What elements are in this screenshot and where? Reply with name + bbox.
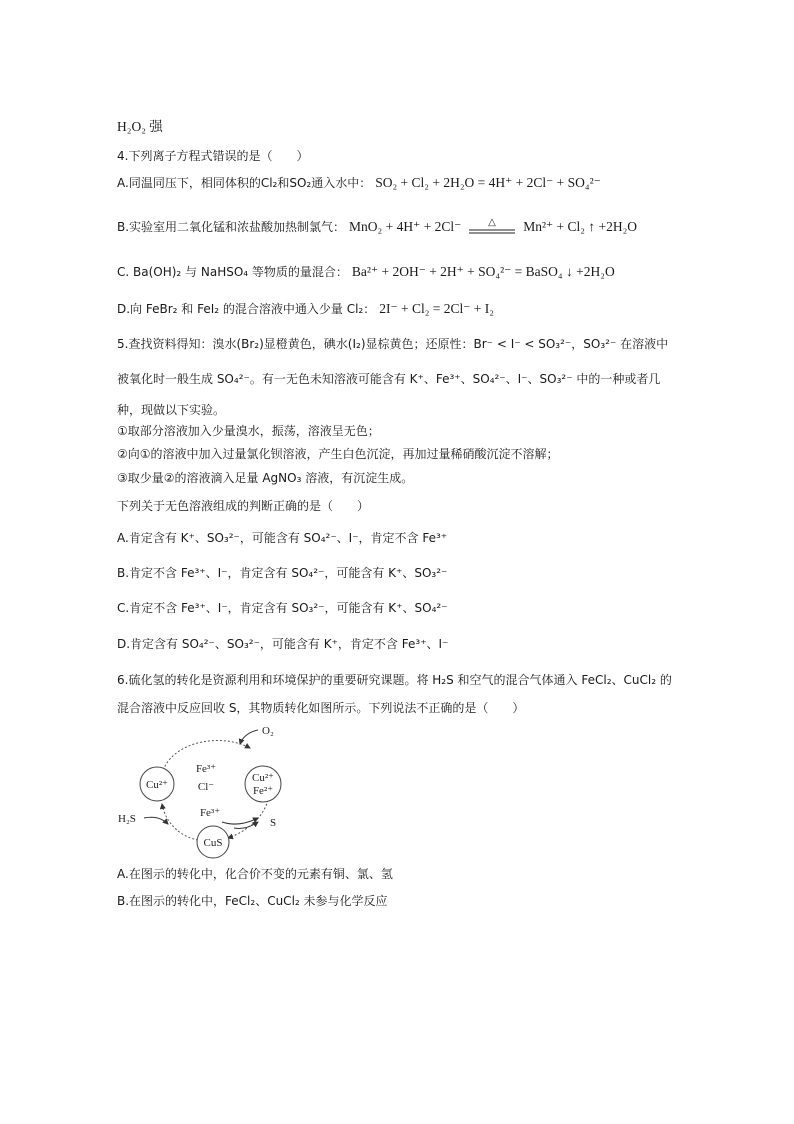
o2-label: O₂ — [262, 725, 274, 737]
fe3-center-label: Fe³⁺ — [195, 763, 217, 775]
q4-option-b — [117, 216, 638, 235]
q4-b-text: B.实验室用二氧化锰和浓盐酸加热制氯气： — [117, 220, 346, 234]
cu2-right-label: Cu²⁺ — [252, 772, 274, 784]
q4-b-equation-left: MnO₂ + 4H⁺ + 2Cl⁻ — [349, 219, 462, 234]
q4-c-text: C. Ba(OH)₂ 与 NaHSO₄ 等物质的量混合： — [117, 265, 348, 279]
q5-question: 下列关于无色溶液组成的判断正确的是（ ） — [117, 499, 370, 513]
o2-arrow — [240, 730, 258, 744]
q4-d-equation: 2I⁻ + Cl₂ = 2Cl⁻ + I₂ — [379, 301, 494, 316]
q5-step-1: ①取部分溶液加入少量溴水，振荡，溶液呈无色； — [117, 424, 380, 438]
fe2-right-label: Fe²⁺ — [252, 785, 274, 797]
q6-option-b: B.在图示的转化中，FeCl₂、CuCl₂ 未参与化学反应 — [117, 894, 388, 908]
q5-line-2: 被氧化时一般生成 SO₄²⁻。有一无色未知溶液可能含有 K⁺、Fe³⁺、SO₄²⁻、I⁻、SO₃²⁻ 中的一种或者几 — [117, 372, 661, 386]
heating-condition-arrow — [467, 216, 517, 235]
fe3-lower-label: Fe³⁺ — [199, 807, 221, 819]
q4-a-equation: SO₂ + Cl₂ + 2H₂O = 4H⁺ + 2Cl⁻ + SO₄²⁻ — [375, 175, 601, 190]
conversion-cycle-diagram — [110, 722, 310, 862]
q4-a-text: A.同温同压下，相同体积的Cl₂和SO₂通入水中： — [117, 176, 372, 190]
s-label: S — [270, 817, 277, 829]
h2s-arrow — [144, 817, 168, 824]
q5-option-b: B.肯定不含 Fe³⁺、I⁻，肯定含有 SO₄²⁻，可能含有 K⁺、SO₃²⁻ — [117, 566, 448, 580]
cycle-arc-right — [228, 800, 268, 838]
q5-step-2: ②向①的溶液中加入过量氯化钡溶液，产生白色沉淀，再加过量稀硝酸沉淀不溶解； — [117, 447, 559, 461]
top-fragment: H₂O₂ 强 — [117, 119, 163, 134]
q4-c-equation: Ba²⁺ + 2OH⁻ + 2H⁺ + SO₄²⁻ = BaSO₄ ↓ +2H₂O — [351, 264, 615, 279]
cycle-arc-left — [162, 804, 198, 840]
q4-stem: 4.下列离子方程式错误的是（ ） — [117, 149, 309, 163]
cl-center-label: Cl⁻ — [197, 781, 215, 793]
h2s-label: H₂S — [118, 813, 136, 825]
cu2-label: Cu²⁺ — [146, 779, 168, 791]
q5-option-d: D.肯定含有 SO₄²⁻、SO₃²⁻，可能含有 K⁺，肯定不含 Fe³⁺、I⁻ — [117, 637, 449, 651]
q5-option-c: C.肯定不含 Fe³⁺、I⁻，肯定含有 SO₃²⁻，可能含有 K⁺、SO₄²⁻ — [117, 601, 448, 615]
q6-line-1: 6.硫化氢的转化是资源利用和环境保护的重要研究课题。将 H₂S 和空气的混合气体通入 FeCl₂、CuCl₂ 的 — [117, 673, 672, 687]
q4-b-equation-right: Mn²⁺ + Cl₂ ↑ +2H₂O — [523, 219, 638, 234]
q4-option-d — [117, 302, 494, 316]
q5-line-1: 5.查找资料得知：溴水(Br₂)显橙黄色，碘水(I₂)显棕黄色；还原性：Br⁻ < I⁻ < SO₃²⁻，SO₃²⁻ 在溶液中 — [117, 337, 669, 351]
cus-label: CuS — [203, 837, 223, 849]
q5-line-3: 种，现做以下实验。 — [117, 403, 226, 417]
q6-option-a: A.在图示的转化中，化合价不变的元素有铜、氯、氢 — [117, 867, 393, 881]
q5-step-3: ③取少量②的溶液滴入足量 AgNO₃ 溶液，有沉淀生成。 — [117, 471, 414, 485]
q4-option-c — [117, 265, 615, 279]
q4-option-a — [117, 176, 601, 190]
q4-d-text: D.向 FeBr₂ 和 FeI₂ 的混合溶液中通入少量 Cl₂： — [117, 302, 376, 316]
q6-line-2: 混合溶液中反应回收 S，其物质转化如图所示。下列说法不正确的是（ ） — [117, 701, 525, 715]
heating-symbol: △ — [488, 216, 497, 228]
q5-option-a: A.肯定含有 K⁺、SO₃²⁻，可能含有 SO₄²⁻、I⁻，肯定不含 Fe³⁺ — [117, 531, 448, 545]
